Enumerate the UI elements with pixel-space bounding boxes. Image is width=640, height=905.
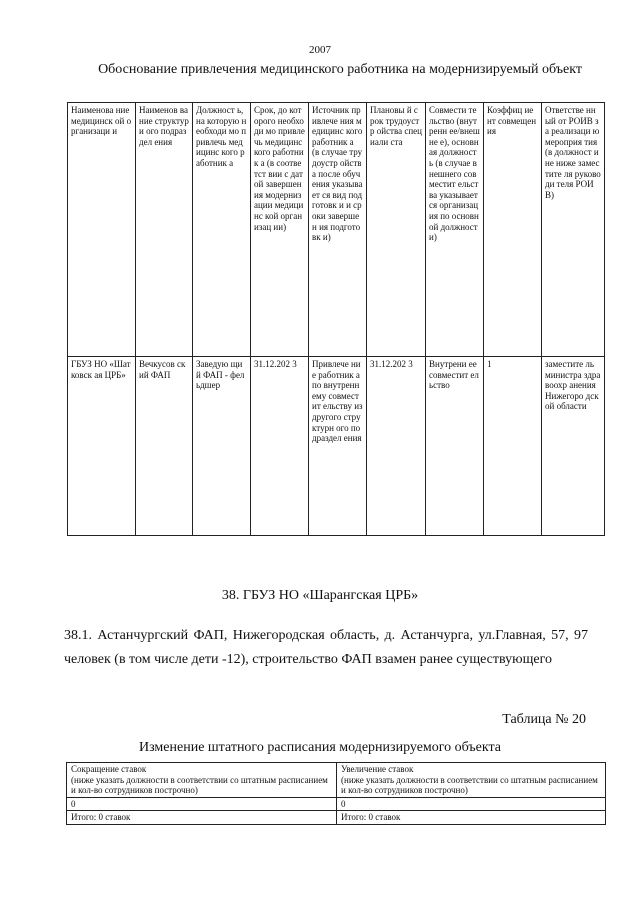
header-cell: Наименова ние медицинск ой организаци и (68, 103, 136, 357)
staffing-change-title: Изменение штатного расписания модернизируемого объекта (138, 740, 502, 755)
header-cell: Коэффиц иент совмещен ия (484, 103, 542, 357)
table-total-row (67, 811, 606, 825)
header-cell: Ответстве нный от РОИВ за реализаци ю мероприя тия (в должност и не ниже заместите ля руководи теля РОИВ) (542, 103, 605, 357)
header-cell: Должност ь, на которую необходи мо привлечь медицинс кого работник а (193, 103, 251, 357)
table-header-row (67, 763, 606, 798)
header-cell: Плановы й срок трудоустр ойства специали ста (367, 103, 426, 357)
table-header-row (68, 103, 605, 357)
table-cell: Заведую щий ФАП - фельдшер (193, 357, 251, 536)
increase-instructions: (ниже указать должности в соответствии со штатным расписанием и кол-во сотрудников построчно) (341, 774, 598, 795)
facility-description: 38.1. Астанчургский ФАП, Нижегородская область, д. Астанчурга, ул.Главная, 57, 97 человек (в том числе дети -12), строительство ФАП взамен ранее существующего (64, 628, 588, 667)
reduction-total: Итого: 0 ставок (67, 811, 337, 825)
table-cell: 1 (484, 357, 542, 536)
header-cell: Совмести тельство (внутренн ее/внешне е), основная должност ь (в случае внешнего совместит ельства указывает ся организац ия по основной должност и) (426, 103, 484, 357)
header-cell: Наименов вание структури ого подраздел ения (136, 103, 193, 357)
increase-header: Увеличение ставок (341, 764, 414, 774)
table-cell: заместите ль министра здравоохр анения Нижегоро дской области (542, 357, 605, 536)
header-cell: Источник привлече ния медицинс кого работник а (в случае трудоустр ойства после обучения указывает ся вид подготовк и и сроки завершен ия подготовк и) (309, 103, 367, 357)
reduction-header: Сокращение ставок (71, 764, 147, 774)
staffing-change-table (66, 762, 606, 825)
table-number: Таблица № 20 (502, 712, 586, 727)
increase-value: 0 (337, 797, 606, 811)
reduction-instructions: (ниже указать должности в соответствии со штатным расписанием и кол-во сотрудников построчно) (71, 774, 328, 795)
table-cell: Внутрени ее совместит ельство (426, 357, 484, 536)
staff-attraction-table (67, 102, 605, 536)
table-cell: Вечкусов ский ФАП (136, 357, 193, 536)
reduction-header-cell (67, 763, 337, 798)
table-cell: 31.12.202 3 (251, 357, 309, 536)
justification-title: Обоснование привлечения медицинского работника на модернизируемый объект (98, 62, 582, 77)
section-heading: 38. ГБУЗ НО «Шарангская ЦРБ» (221, 588, 419, 603)
table-cell: ГБУЗ НО «Шатковск ая ЦРБ» (68, 357, 136, 536)
table-cell: 31.12.202 3 (367, 357, 426, 536)
table-cell: Привлече ние работник а по внутренн ему совместит ельству из другого структурн ого подраздел ения (309, 357, 367, 536)
increase-header-cell (337, 763, 606, 798)
table-row (68, 357, 605, 536)
page-number: 2007 (309, 44, 331, 56)
reduction-value: 0 (67, 797, 337, 811)
table-row (67, 797, 606, 811)
increase-total: Итого: 0 ставок (337, 811, 606, 825)
header-cell: Срок, до которого необходи мо привлечь медицинс кого работник а (в соответст вии с датой завершен ия модерниз ации медицинс кой организац ии) (251, 103, 309, 357)
